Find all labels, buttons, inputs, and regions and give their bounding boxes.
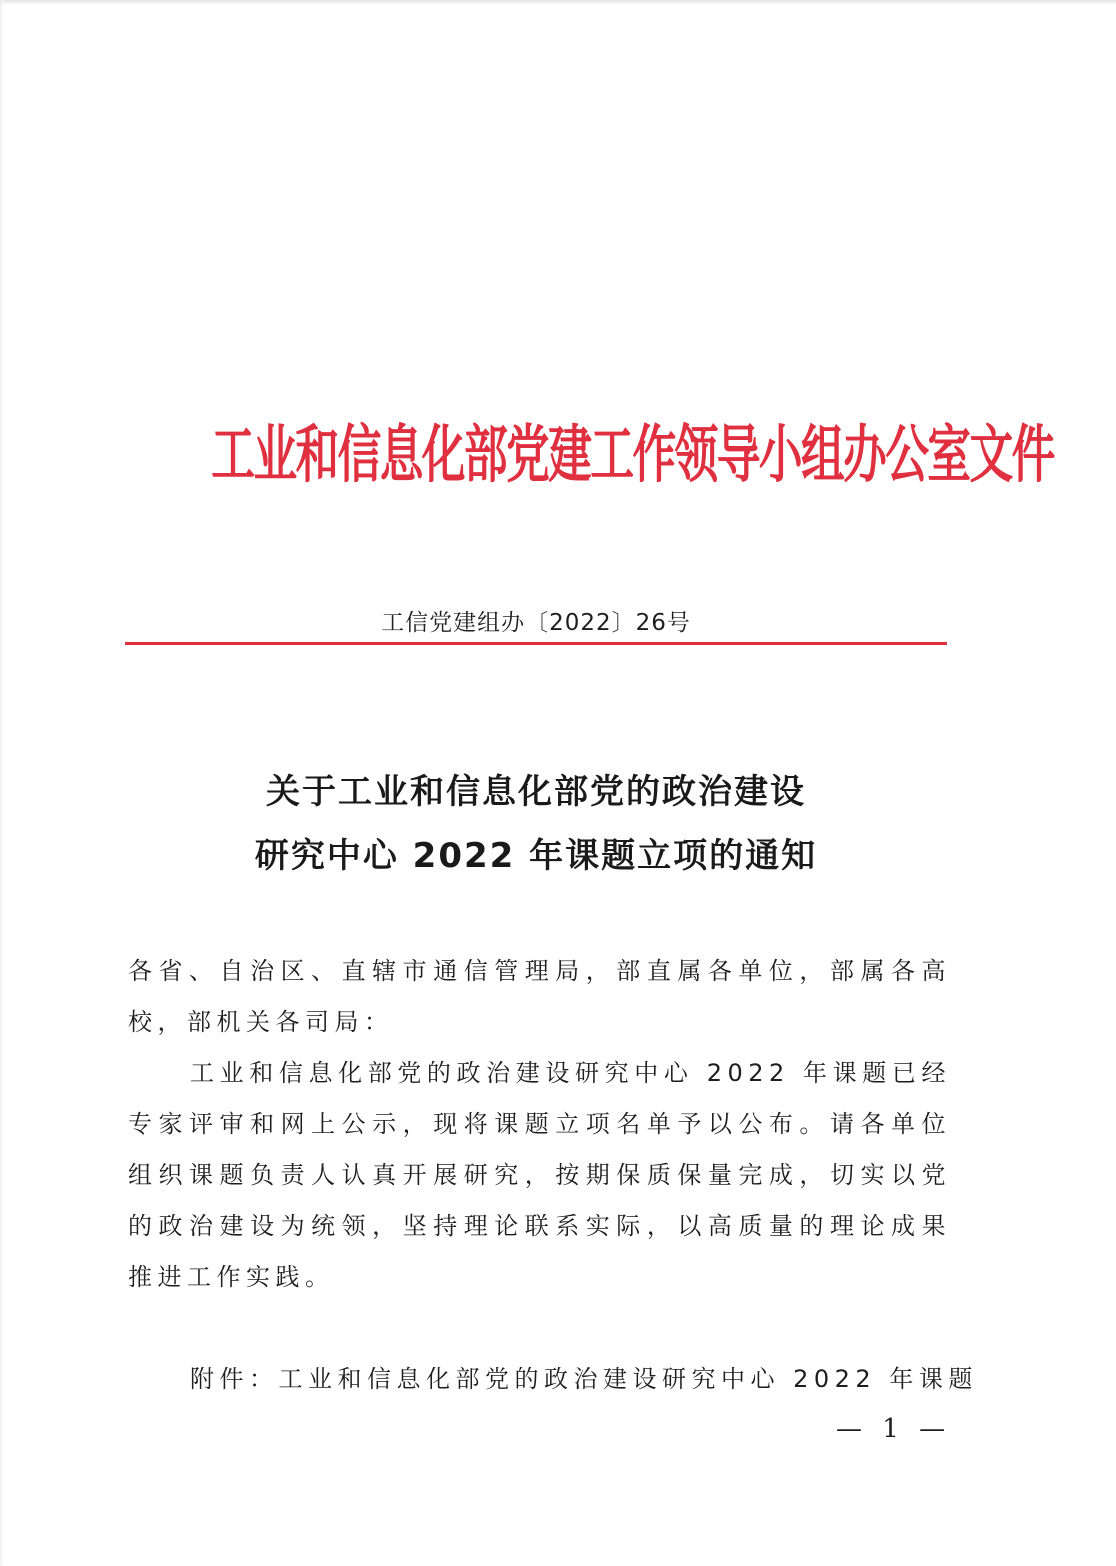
page-number: — 1 — <box>836 1414 952 1444</box>
attachment-note: 附件：工业和信息化部党的政治建设研究中心 2022 年课题 <box>190 1365 978 1393</box>
document-number: 工信党建组办〔2022〕26号 <box>381 610 691 636</box>
scan-edge-top <box>0 0 1116 5</box>
document-title-line-2: 研究中心 2022 年课题立项的通知 <box>254 836 818 876</box>
scan-edge-left <box>0 0 4 1566</box>
red-divider-line <box>125 642 947 645</box>
addressee: 各省、自治区、直辖市通信管理局，部直属各单位，部属各高校，部机关各司局： <box>128 957 951 1036</box>
body-paragraph: 工业和信息化部党的政治建设研究中心 2022 年课题已经专家评审和网上公示，现将课题立项名单予以公布。请各单位组织课题负责人认真开展研究，按期保质保量完成，切实以党的政治建设为统领，坚持理论联系实际，以高质量的理论成果推进工作实践。 <box>128 1059 951 1291</box>
letterhead-title: 工业和信息化部党建工作领导小组办公室文件 <box>211 419 1054 492</box>
document-title-line-1: 关于工业和信息化部党的政治建设 <box>266 772 806 812</box>
